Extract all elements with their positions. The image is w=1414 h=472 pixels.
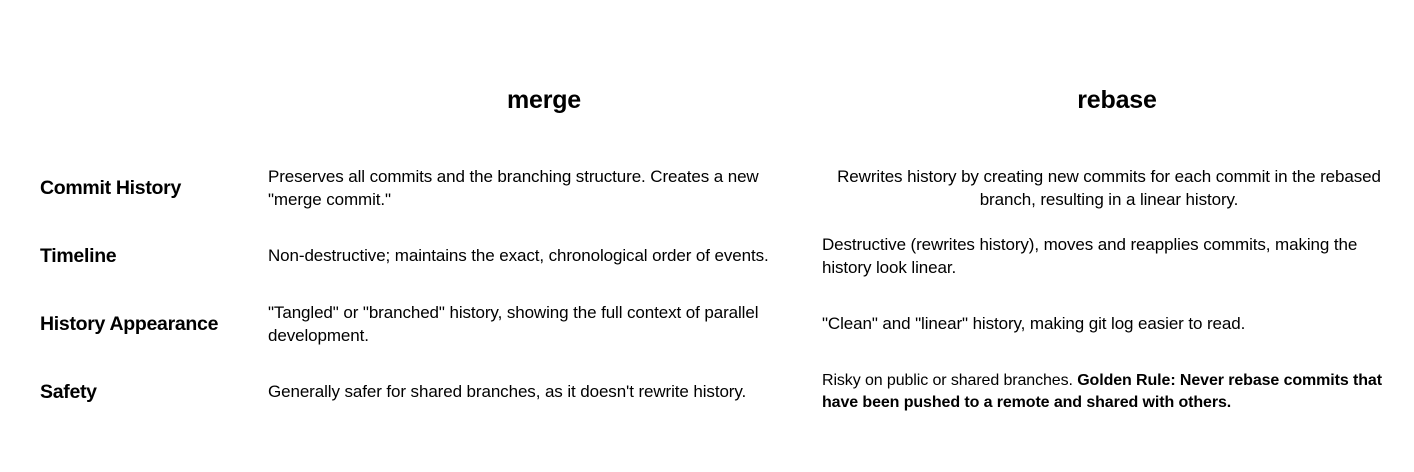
header-cell-merge: merge [506, 86, 582, 114]
row-label-safety: Safety [40, 380, 97, 403]
table-row [0, 359, 1414, 426]
table-header [0, 86, 1414, 155]
cell-rebase-history-appearance [820, 291, 1414, 359]
table-body [0, 155, 1414, 426]
cell-merge-safety [268, 359, 820, 426]
cell-text-plain: Risky on public or shared branches. [822, 371, 1078, 389]
cell-text: "Tangled" or "branched" history, showing the full context of parallel development. [268, 302, 759, 345]
row-label-commit-history: Commit History [40, 177, 181, 200]
cell-text: Rewrites history by creating new commits for each commit in the rebased branch, resulting in a linear history. [837, 167, 1381, 209]
cell-merge-history-appearance [268, 291, 820, 359]
table-row [0, 291, 1414, 359]
header-cell-empty [0, 86, 268, 155]
header-cell-rebase: rebase [1077, 86, 1157, 114]
cell-text: Generally safer for shared branches, as it doesn't rewrite history. [268, 381, 747, 401]
cell-rebase-safety [820, 359, 1414, 426]
cell-text: Non-destructive; maintains the exact, chronological order of events. [268, 246, 769, 266]
cell-text: Destructive (rewrites history), moves and reapplies commits, making the history look linear. [822, 234, 1358, 277]
table-row [0, 155, 1414, 223]
cell-text: Preserves all commits and the branching structure. Creates a new "merge commit." [268, 167, 759, 209]
row-label-history-appearance: History Appearance [40, 313, 219, 336]
cell-rebase-timeline [820, 223, 1414, 291]
cell-rebase-commit-history [820, 155, 1414, 223]
cell-text-emphasis: Golden Rule: Never rebase commits that have been pushed to a remote and shared with others. [822, 371, 1382, 412]
cell-text: "Clean" and "linear" history, making git log easier to read. [822, 314, 1246, 334]
cell-merge-commit-history [268, 155, 820, 223]
cell-merge-timeline [268, 223, 820, 291]
table-row [0, 223, 1414, 291]
header-row [0, 86, 1414, 155]
row-label-timeline: Timeline [40, 245, 117, 268]
merge-vs-rebase-table [0, 86, 1414, 426]
